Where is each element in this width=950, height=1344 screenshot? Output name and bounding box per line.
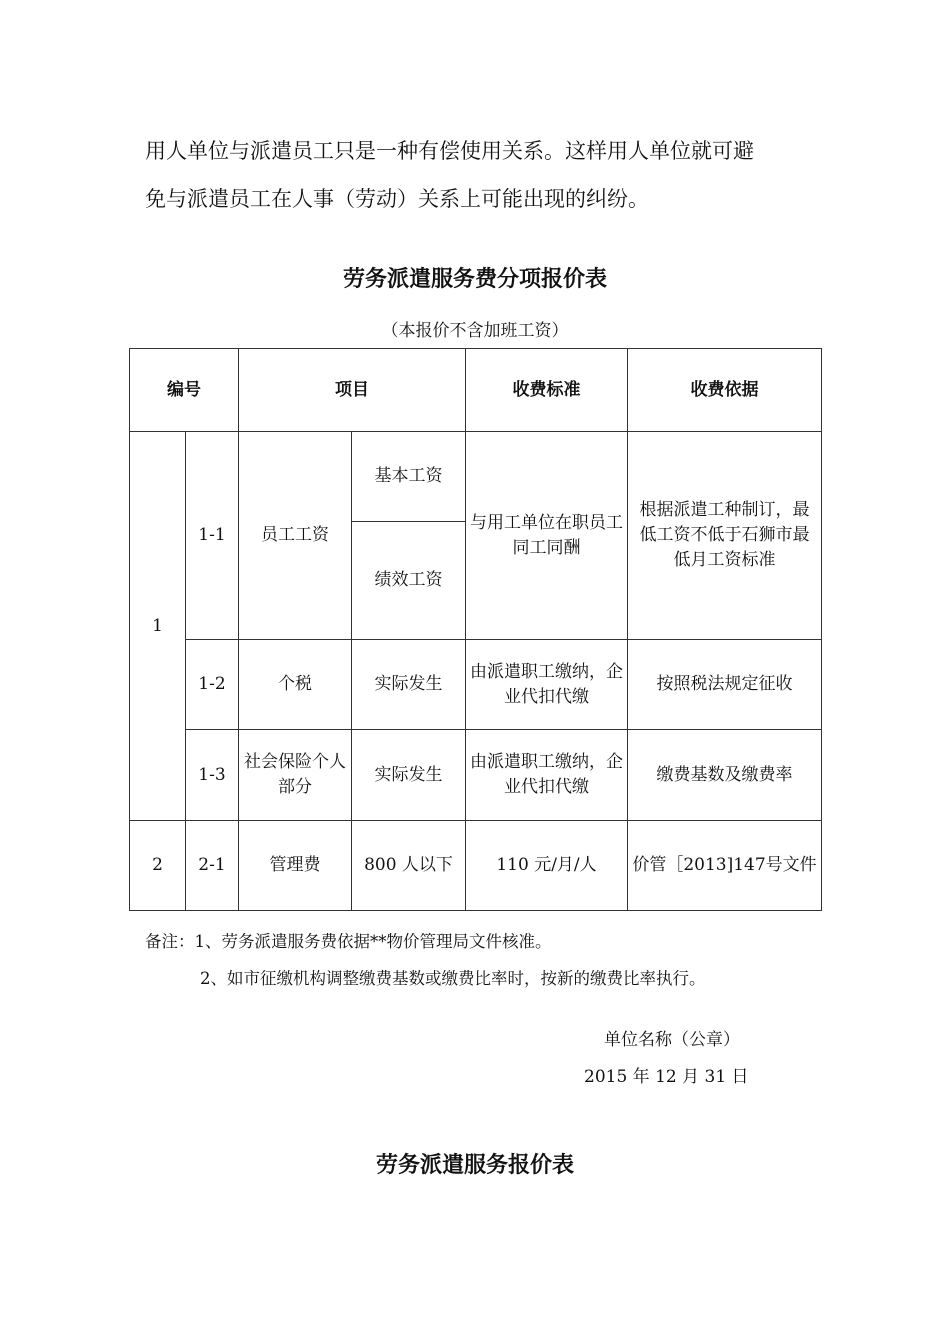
intro-line-2: 免与派遣员工在人事（劳动）关系上可能出现的纠纷。 <box>145 187 649 211</box>
table-row <box>130 821 822 911</box>
standard-income-tax: 由派遣职工缴纳，企业代扣代缴 <box>466 640 628 730</box>
table-row <box>130 640 822 730</box>
header-standard: 收费标准 <box>466 349 628 432</box>
note-2: 2、如市征缴机构调整缴费基数或缴费比率时，按新的缴费比率执行。 <box>200 969 706 988</box>
sub-item-basic-wage: 基本工资 <box>352 432 466 522</box>
header-basis: 收费依据 <box>628 349 822 432</box>
note-1: 备注：1、劳务派遣服务费依据**物价管理局文件核准。 <box>145 932 552 951</box>
table-header-row <box>130 349 822 432</box>
sub-code-2-1: 2-1 <box>186 821 239 911</box>
basis-wage: 根据派遣工种制订，最低工资不低于石狮市最低月工资标准 <box>628 432 822 640</box>
group-code-2: 2 <box>130 821 186 911</box>
detail-social-insurance: 实际发生 <box>352 730 466 821</box>
item-management-fee: 管理费 <box>239 821 352 911</box>
detail-income-tax: 实际发生 <box>352 640 466 730</box>
table-row <box>130 432 822 522</box>
item-income-tax: 个税 <box>239 640 352 730</box>
basis-social-insurance: 缴费基数及缴费率 <box>628 730 822 821</box>
item-wage: 员工工资 <box>239 432 352 640</box>
fee-quote-table <box>129 348 822 911</box>
basis-income-tax: 按照税法规定征收 <box>628 640 822 730</box>
sub-code-1-1: 1-1 <box>186 432 239 640</box>
detail-management-fee: 800 人以下 <box>352 821 466 911</box>
standard-management-fee: 110 元/月/人 <box>466 821 628 911</box>
standard-wage: 与用工单位在职员工同工同酬 <box>466 432 628 640</box>
table-subtitle: （本报价不含加班工资） <box>381 321 569 341</box>
standard-social-insurance: 由派遣职工缴纳，企业代扣代缴 <box>466 730 628 821</box>
group-code-1: 1 <box>130 432 186 821</box>
table-row <box>130 730 822 821</box>
next-section-title: 劳务派遣服务报价表 <box>375 1153 574 1178</box>
sub-code-1-3: 1-3 <box>186 730 239 821</box>
sub-code-1-2: 1-2 <box>186 640 239 730</box>
intro-line-1: 用人单位与派遣员工只是一种有偿使用关系。这样用人单位就可避 <box>145 139 754 163</box>
header-item: 项目 <box>239 349 466 432</box>
table-title: 劳务派遣服务费分项报价表 <box>342 267 607 292</box>
basis-management-fee: 价管［2013]147号文件 <box>628 821 822 911</box>
signature-date: 2015 年 12 月 31 日 <box>584 1067 749 1087</box>
signature-unit: 单位名称（公章） <box>604 1030 740 1050</box>
header-code: 编号 <box>130 349 239 432</box>
sub-item-performance-wage: 绩效工资 <box>352 522 466 640</box>
item-social-insurance: 社会保险个人部分 <box>239 730 352 821</box>
